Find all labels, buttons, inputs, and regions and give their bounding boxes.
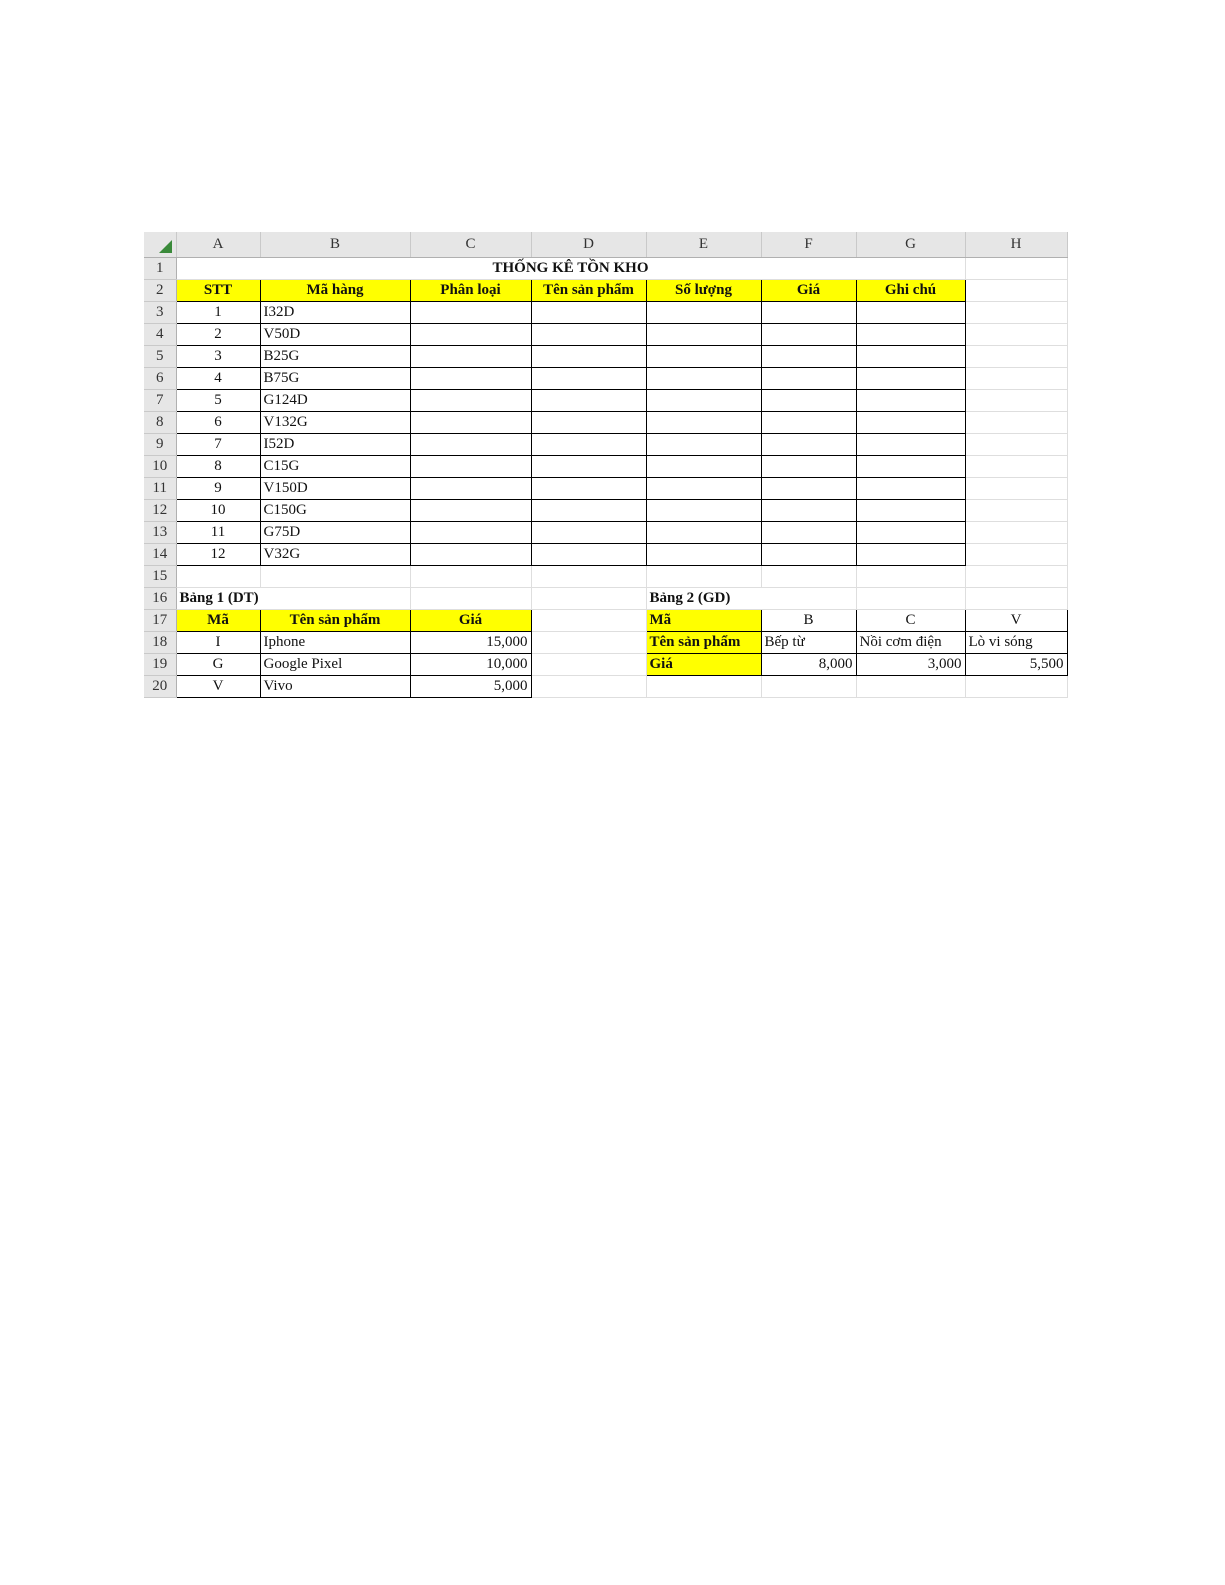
empty-data-cell[interactable] (761, 367, 856, 389)
empty-data-cell[interactable] (856, 477, 965, 499)
spreadsheet-grid[interactable] (144, 232, 1068, 698)
cell[interactable] (260, 565, 410, 587)
table1-code[interactable]: I (176, 631, 260, 653)
column-header[interactable]: G (856, 232, 965, 257)
sheet-row (144, 345, 1067, 367)
cell[interactable] (965, 433, 1067, 455)
empty-data-cell[interactable] (856, 389, 965, 411)
main-table-header[interactable]: Số lượng (646, 279, 761, 301)
cell[interactable] (965, 367, 1067, 389)
cell[interactable] (531, 675, 646, 697)
column-header[interactable]: D (531, 232, 646, 257)
table1-price[interactable]: 5,000 (410, 675, 531, 697)
empty-data-cell[interactable] (761, 301, 856, 323)
cell[interactable] (856, 675, 965, 697)
main-table-header[interactable]: Ghi chú (856, 279, 965, 301)
row-header[interactable]: 6 (144, 367, 176, 389)
sheet-row (144, 323, 1067, 345)
row-header[interactable]: 13 (144, 521, 176, 543)
table2-price[interactable]: 3,000 (856, 653, 965, 675)
cell[interactable] (761, 675, 856, 697)
empty-data-cell[interactable] (646, 301, 761, 323)
empty-data-cell[interactable] (761, 345, 856, 367)
cell[interactable] (531, 587, 646, 609)
row-header[interactable]: 3 (144, 301, 176, 323)
cell[interactable] (965, 521, 1067, 543)
empty-data-cell[interactable] (531, 323, 646, 345)
table2-price[interactable]: 8,000 (761, 653, 856, 675)
empty-data-cell[interactable] (646, 499, 761, 521)
column-header[interactable]: C (410, 232, 531, 257)
empty-data-cell[interactable] (646, 389, 761, 411)
empty-data-cell[interactable] (761, 323, 856, 345)
empty-data-cell[interactable] (646, 543, 761, 565)
cell[interactable] (965, 301, 1067, 323)
cell[interactable] (965, 499, 1067, 521)
table2-row-label[interactable]: Giá (646, 653, 761, 675)
sheet-row (144, 675, 1067, 697)
sheet-row (144, 279, 1067, 301)
table1-price[interactable]: 10,000 (410, 653, 531, 675)
sheet-row (144, 477, 1067, 499)
column-header-row (144, 232, 1067, 257)
product-code-cell[interactable]: I32D (260, 301, 410, 323)
column-header[interactable]: E (646, 232, 761, 257)
empty-data-cell[interactable] (531, 301, 646, 323)
table2-row-label[interactable]: Mã (646, 609, 761, 631)
select-all-corner[interactable] (144, 232, 176, 257)
sheet-row (144, 301, 1067, 323)
table2-price[interactable]: 5,500 (965, 653, 1067, 675)
product-code-cell[interactable]: I52D (260, 433, 410, 455)
main-table-header[interactable]: Phân loại (410, 279, 531, 301)
empty-data-cell[interactable] (646, 367, 761, 389)
cell[interactable] (965, 279, 1067, 301)
sheet-row (144, 455, 1067, 477)
column-header[interactable]: H (965, 232, 1067, 257)
empty-data-cell[interactable] (856, 455, 965, 477)
cell[interactable] (965, 389, 1067, 411)
empty-data-cell[interactable] (646, 433, 761, 455)
row-header[interactable]: 17 (144, 609, 176, 631)
table2-code[interactable]: V (965, 609, 1067, 631)
empty-data-cell[interactable] (531, 521, 646, 543)
sheet-row (144, 499, 1067, 521)
row-header[interactable]: 18 (144, 631, 176, 653)
product-code-cell[interactable]: V150D (260, 477, 410, 499)
sheet-row (144, 631, 1067, 653)
empty-data-cell[interactable] (761, 455, 856, 477)
cell[interactable] (410, 565, 531, 587)
empty-data-cell[interactable] (531, 499, 646, 521)
cell[interactable] (965, 411, 1067, 433)
empty-data-cell[interactable] (410, 367, 531, 389)
cell[interactable] (856, 565, 965, 587)
product-code-cell[interactable]: V132G (260, 411, 410, 433)
empty-data-cell[interactable] (410, 433, 531, 455)
empty-data-cell[interactable] (410, 455, 531, 477)
select-all-triangle-icon (159, 240, 172, 253)
row-header[interactable]: 2 (144, 279, 176, 301)
empty-data-cell[interactable] (856, 345, 965, 367)
product-code-cell[interactable]: G124D (260, 389, 410, 411)
stt-cell[interactable]: 9 (176, 477, 260, 499)
cell[interactable] (176, 565, 260, 587)
empty-data-cell[interactable] (856, 521, 965, 543)
empty-data-cell[interactable] (856, 301, 965, 323)
empty-data-cell[interactable] (856, 367, 965, 389)
column-header[interactable]: A (176, 232, 260, 257)
empty-data-cell[interactable] (761, 499, 856, 521)
product-code-cell[interactable]: B75G (260, 367, 410, 389)
empty-data-cell[interactable] (410, 543, 531, 565)
sheet-row (144, 653, 1067, 675)
row-header[interactable]: 8 (144, 411, 176, 433)
table1-name[interactable]: Iphone (260, 631, 410, 653)
main-table-header[interactable]: Giá (761, 279, 856, 301)
empty-data-cell[interactable] (761, 411, 856, 433)
empty-data-cell[interactable] (761, 477, 856, 499)
table2-name[interactable]: Nồi cơm điện (856, 631, 965, 653)
column-header[interactable]: F (761, 232, 856, 257)
table1-header[interactable]: Mã (176, 609, 260, 631)
empty-data-cell[interactable] (410, 345, 531, 367)
sheet-title[interactable]: THỐNG KÊ TỒN KHO (176, 257, 965, 279)
cell[interactable] (965, 587, 1067, 609)
empty-data-cell[interactable] (646, 477, 761, 499)
table2-row-label[interactable]: Tên sản phẩm (646, 631, 761, 653)
empty-data-cell[interactable] (646, 345, 761, 367)
cell[interactable] (856, 587, 965, 609)
product-code-cell[interactable]: V50D (260, 323, 410, 345)
cell[interactable] (965, 257, 1067, 279)
sheet-body (144, 257, 1067, 697)
row-header[interactable]: 10 (144, 455, 176, 477)
empty-data-cell[interactable] (410, 301, 531, 323)
stt-cell[interactable]: 1 (176, 301, 260, 323)
table2-code[interactable]: B (761, 609, 856, 631)
table1-label[interactable]: Bảng 1 (DT) (176, 587, 410, 609)
cell[interactable] (531, 653, 646, 675)
row-header[interactable]: 14 (144, 543, 176, 565)
cell[interactable] (531, 609, 646, 631)
product-code-cell[interactable]: C15G (260, 455, 410, 477)
row-header[interactable]: 11 (144, 477, 176, 499)
cell[interactable] (965, 675, 1067, 697)
table1-price[interactable]: 15,000 (410, 631, 531, 653)
row-header[interactable]: 7 (144, 389, 176, 411)
empty-data-cell[interactable] (531, 367, 646, 389)
table1-name[interactable]: Google Pixel (260, 653, 410, 675)
empty-data-cell[interactable] (856, 499, 965, 521)
main-table-header[interactable]: Mã hàng (260, 279, 410, 301)
empty-data-cell[interactable] (410, 477, 531, 499)
row-header[interactable]: 20 (144, 675, 176, 697)
row-header[interactable]: 9 (144, 433, 176, 455)
cell[interactable] (965, 345, 1067, 367)
row-header[interactable]: 19 (144, 653, 176, 675)
product-code-cell[interactable]: B25G (260, 345, 410, 367)
cell[interactable] (410, 587, 531, 609)
column-header[interactable]: B (260, 232, 410, 257)
table2-name[interactable]: Lò vi sóng (965, 631, 1067, 653)
cell[interactable] (646, 675, 761, 697)
cell[interactable] (646, 565, 761, 587)
cell[interactable] (965, 543, 1067, 565)
product-code-cell[interactable]: G75D (260, 521, 410, 543)
row-header[interactable]: 15 (144, 565, 176, 587)
empty-data-cell[interactable] (531, 477, 646, 499)
stt-cell[interactable]: 6 (176, 411, 260, 433)
table2-code[interactable]: C (856, 609, 965, 631)
table1-header[interactable]: Giá (410, 609, 531, 631)
sheet-row (144, 543, 1067, 565)
cell[interactable] (965, 565, 1067, 587)
empty-data-cell[interactable] (761, 521, 856, 543)
sheet-row (144, 521, 1067, 543)
table1-code[interactable]: G (176, 653, 260, 675)
empty-data-cell[interactable] (410, 389, 531, 411)
table1-name[interactable]: Vivo (260, 675, 410, 697)
sheet-row (144, 433, 1067, 455)
stt-cell[interactable]: 8 (176, 455, 260, 477)
main-table-header[interactable]: Tên sản phẩm (531, 279, 646, 301)
empty-data-cell[interactable] (531, 433, 646, 455)
sheet-row (144, 609, 1067, 631)
cell[interactable] (965, 323, 1067, 345)
table1-code[interactable]: V (176, 675, 260, 697)
empty-data-cell[interactable] (410, 499, 531, 521)
row-header[interactable]: 5 (144, 345, 176, 367)
row-header[interactable]: 16 (144, 587, 176, 609)
sheet-row (144, 587, 1067, 609)
empty-data-cell[interactable] (856, 543, 965, 565)
sheet-row (144, 389, 1067, 411)
table1-header[interactable]: Tên sản phẩm (260, 609, 410, 631)
empty-data-cell[interactable] (856, 411, 965, 433)
empty-data-cell[interactable] (761, 543, 856, 565)
stt-cell[interactable]: 5 (176, 389, 260, 411)
cell[interactable] (531, 565, 646, 587)
row-header[interactable]: 1 (144, 257, 176, 279)
empty-data-cell[interactable] (531, 345, 646, 367)
stt-cell[interactable]: 10 (176, 499, 260, 521)
empty-data-cell[interactable] (531, 411, 646, 433)
stt-cell[interactable]: 11 (176, 521, 260, 543)
cell[interactable] (531, 631, 646, 653)
product-code-cell[interactable]: V32G (260, 543, 410, 565)
empty-data-cell[interactable] (856, 433, 965, 455)
empty-data-cell[interactable] (531, 455, 646, 477)
sheet-row (144, 565, 1067, 587)
stt-cell[interactable]: 4 (176, 367, 260, 389)
cell[interactable] (965, 455, 1067, 477)
empty-data-cell[interactable] (761, 389, 856, 411)
stt-cell[interactable]: 12 (176, 543, 260, 565)
table2-name[interactable]: Bếp từ (761, 631, 856, 653)
sheet-row (144, 411, 1067, 433)
sheet-row (144, 367, 1067, 389)
empty-data-cell[interactable] (646, 411, 761, 433)
empty-data-cell[interactable] (531, 389, 646, 411)
sheet-row (144, 257, 1067, 279)
cell[interactable] (761, 565, 856, 587)
stt-cell[interactable]: 2 (176, 323, 260, 345)
empty-data-cell[interactable] (410, 323, 531, 345)
cell[interactable] (965, 477, 1067, 499)
product-code-cell[interactable]: C150G (260, 499, 410, 521)
stt-cell[interactable]: 7 (176, 433, 260, 455)
empty-data-cell[interactable] (410, 411, 531, 433)
empty-data-cell[interactable] (761, 433, 856, 455)
stt-cell[interactable]: 3 (176, 345, 260, 367)
empty-data-cell[interactable] (646, 455, 761, 477)
main-table-header[interactable]: STT (176, 279, 260, 301)
empty-data-cell[interactable] (646, 323, 761, 345)
empty-data-cell[interactable] (856, 323, 965, 345)
row-header[interactable]: 4 (144, 323, 176, 345)
empty-data-cell[interactable] (646, 521, 761, 543)
empty-data-cell[interactable] (531, 543, 646, 565)
row-header[interactable]: 12 (144, 499, 176, 521)
table2-label[interactable]: Bảng 2 (GD) (646, 587, 856, 609)
empty-data-cell[interactable] (410, 521, 531, 543)
